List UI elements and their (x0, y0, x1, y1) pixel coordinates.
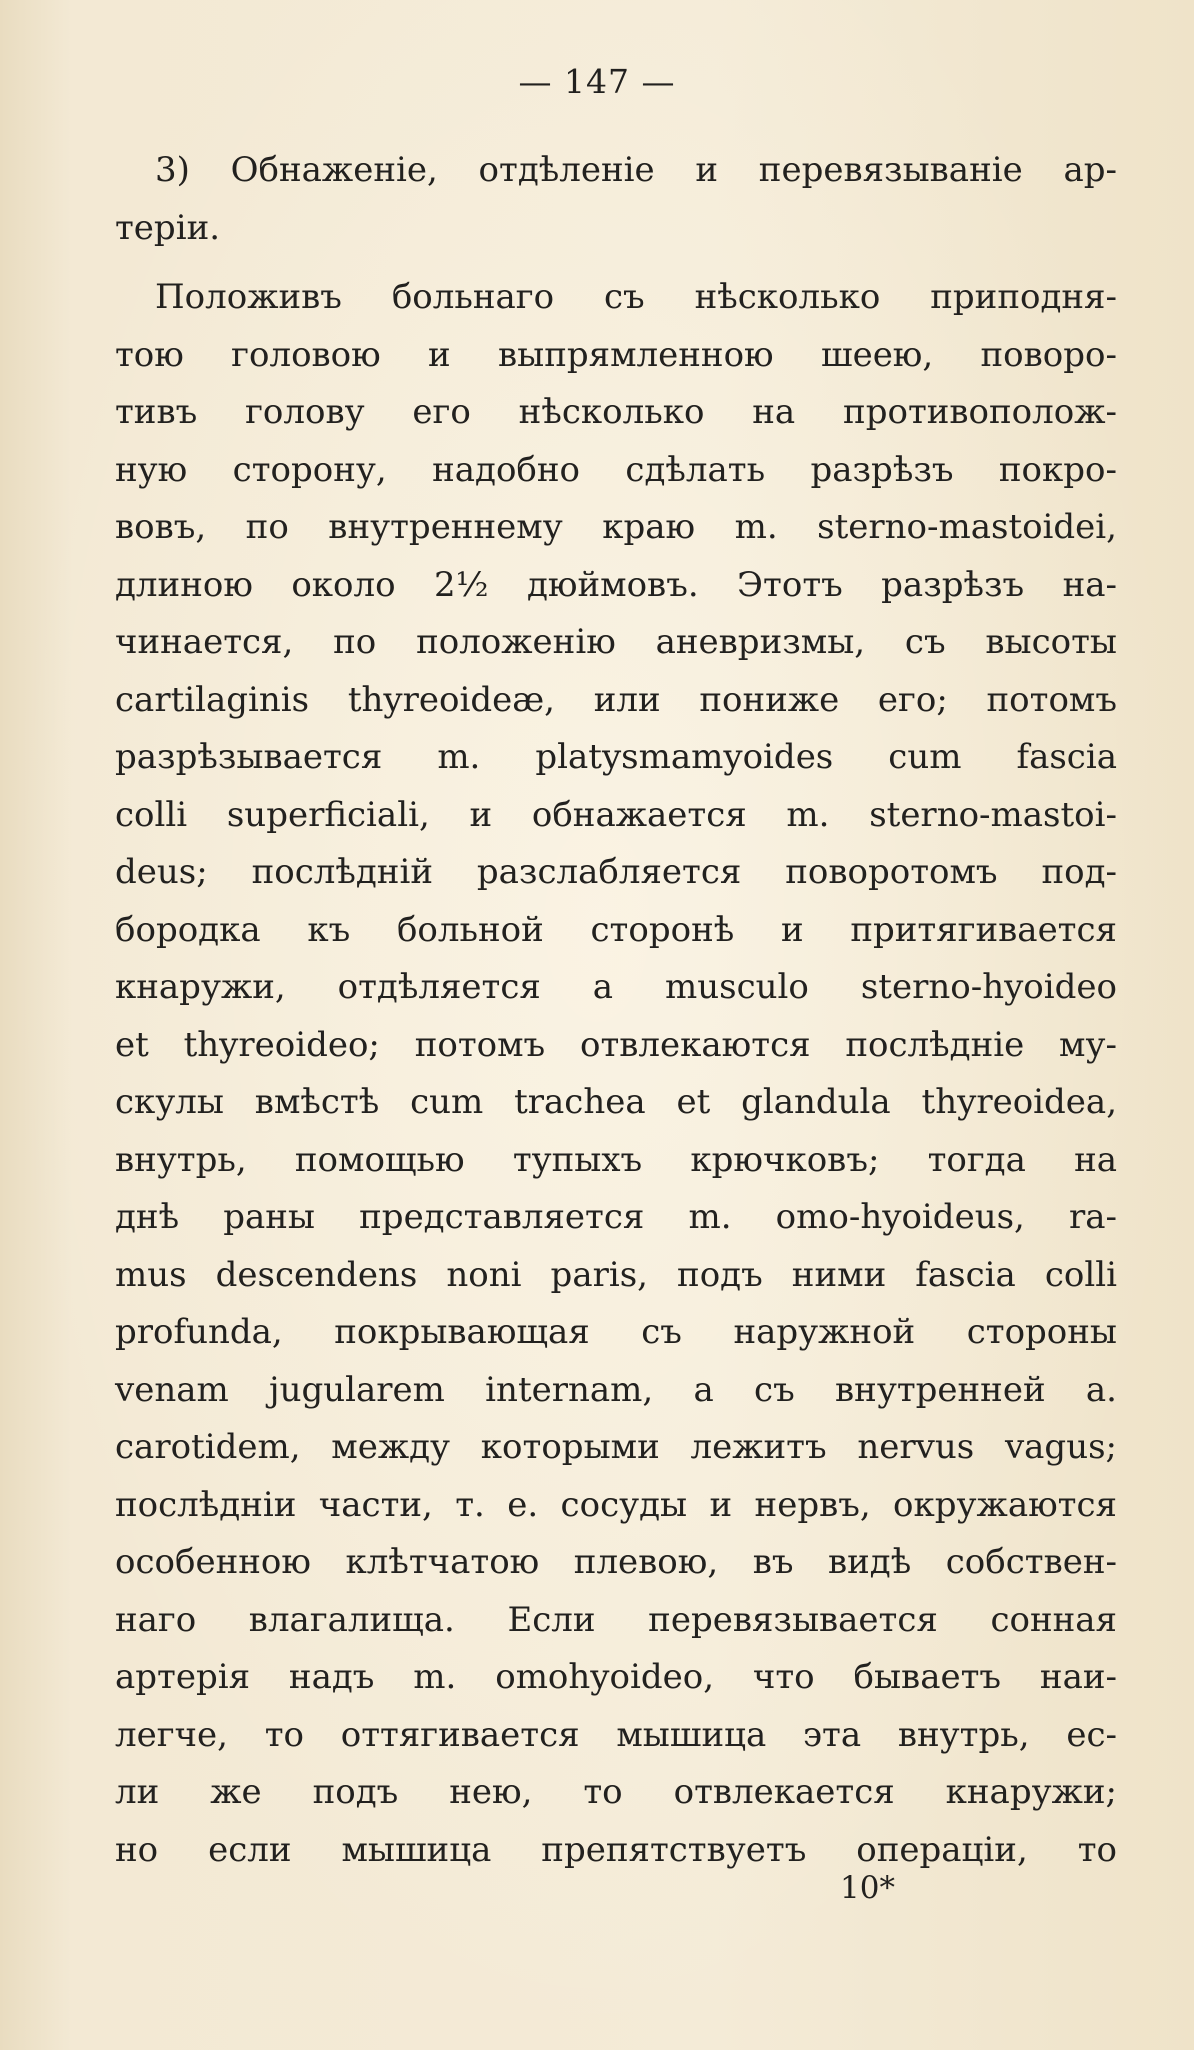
text-line: разрѣзывается m. platysmamyoides cum fascia (115, 737, 1117, 777)
text-line: длиною около 2½ дюймовъ. Этотъ разрѣзъ на- (115, 564, 1117, 605)
text-line: артерія надъ m. omohyoideo, что бываетъ наи- (115, 1657, 1117, 1697)
text-line: carotidem, между которыми лежитъ nervus vagus; (115, 1427, 1117, 1467)
text-line: colli superficiali, и обнажается m. sterno-mastoi- (115, 794, 1117, 835)
text-line: наго влагалища. Если перевязывается сонная (115, 1599, 1117, 1640)
text-line: скулы вмѣстѣ cum trachea et glandula thyreoidea, (115, 1082, 1117, 1122)
text-line: теріи. (115, 207, 221, 248)
page-header: — 147 — (518, 62, 676, 101)
text-line: особенною клѣтчатою плевою, въ видѣ собствен- (115, 1542, 1117, 1582)
text-line: 3) Обнаженіе, отдѣленіе и перевязываніе ар- (155, 150, 1117, 190)
text-line: cartilaginis thyreoideæ, или пониже его; потомъ (115, 679, 1117, 720)
text-line: легче, то оттягивается мышица эта внутрь, ес- (115, 1714, 1117, 1755)
text-line: послѣдніи части, т. е. сосуды и нервъ, окружаются (115, 1484, 1117, 1525)
text-line: но если мышица препятствуетъ операціи, то (115, 1829, 1117, 1870)
text-line: Положивъ больнаго съ нѣсколько приподня- (155, 277, 1117, 317)
text-line: чинается, по положенію аневризмы, съ высоты (115, 622, 1117, 662)
text-line: et thyreoideo; потомъ отвлекаются послѣдніе му- (115, 1024, 1117, 1065)
signature-mark: 10* (840, 1870, 895, 1906)
text-line: внутрь, помощью тупыхъ крючковъ; тогда на (115, 1139, 1117, 1180)
text-line: ли же подъ нею, то отвлекается кнаружи; (115, 1772, 1117, 1812)
text-line: deus; послѣдній разслабляется поворотомъ под- (115, 852, 1117, 892)
text-line: ную сторону, надобно сдѣлать разрѣзъ покро- (115, 449, 1117, 490)
text-line: кнаружи, отдѣляется a musculo sterno-hyoideo (115, 967, 1117, 1007)
text-line: mus descendens noni paris, подъ ними fascia colli (115, 1254, 1117, 1295)
text-line: venam jugularem internam, а съ внутренней a. (115, 1369, 1117, 1410)
text-line: бородка къ больной сторонѣ и притягивается (115, 909, 1117, 950)
body-text (115, 142, 1117, 1879)
text-line: profunda, покрывающая съ наружной стороны (115, 1312, 1117, 1352)
text-line: вовъ, по внутреннему краю m. sterno-mastoidei, (115, 507, 1117, 547)
text-line: тивъ голову его нѣсколько на противополож- (115, 392, 1117, 432)
text-line: днѣ раны представляется m. omo-hyoideus, ra- (115, 1197, 1117, 1237)
text-line: тою головою и выпрямленною шеею, поворо- (115, 334, 1117, 375)
